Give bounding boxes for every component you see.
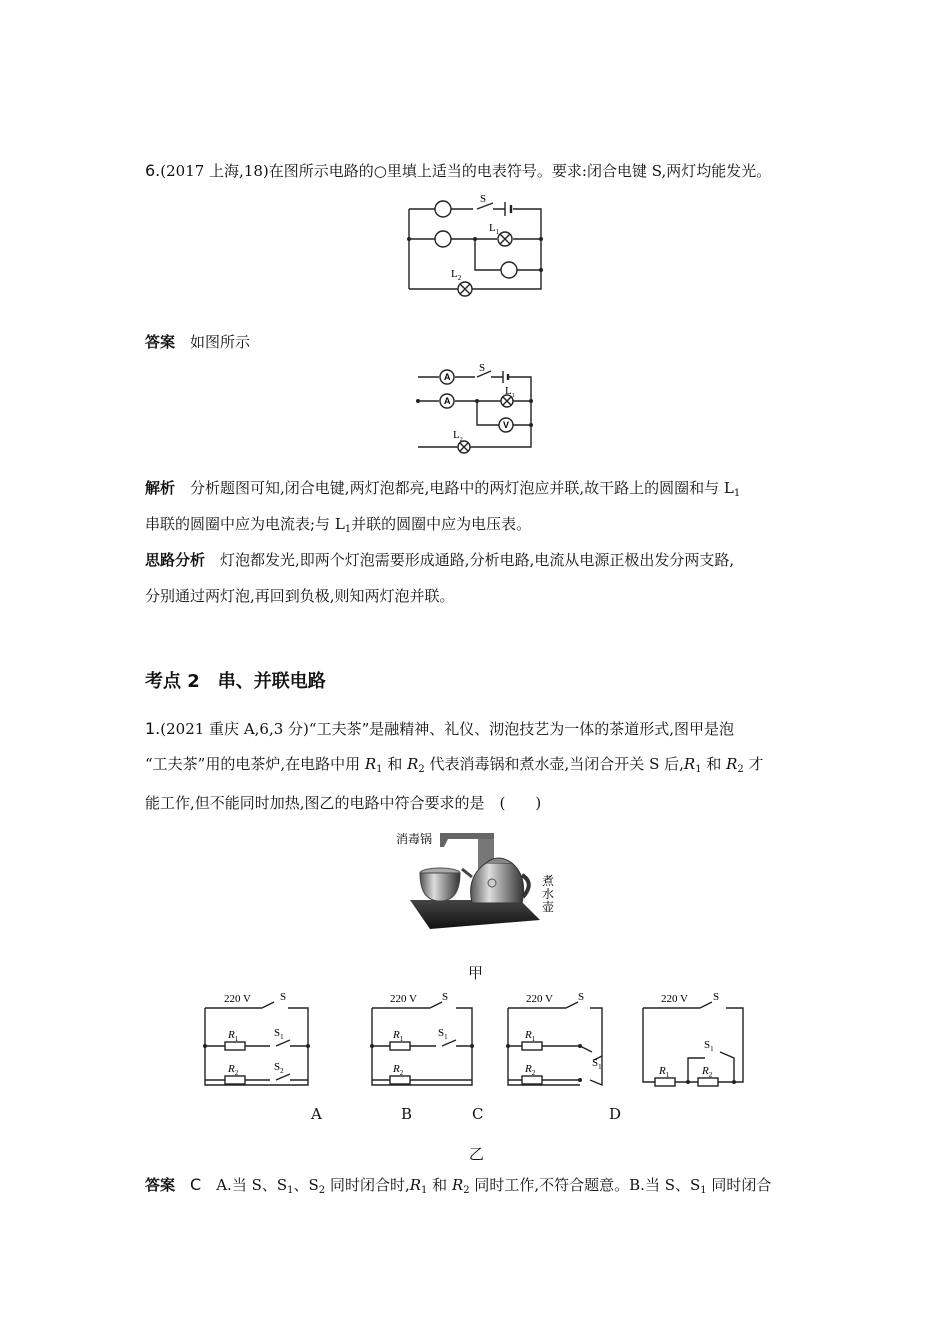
voltmeter-icon xyxy=(499,418,513,432)
circuit-c xyxy=(506,991,602,1085)
analysis-line2: 串联的圆圈中应为电流表;与 $L_1$并联的圆圈中应为电压表。 xyxy=(145,515,532,535)
svg-text:水: 水 xyxy=(542,887,555,901)
svg-text:V: V xyxy=(503,420,510,430)
svg-text:R2: $R_2$ xyxy=(702,1065,713,1079)
q1-line1: 1.(2021 重庆 A,6,3 分)“工夫茶”是融精神、礼仪、沏泡技艺为一体的茶道形式,图甲是泡 xyxy=(145,719,735,738)
svg-text:R1: $R_1$ xyxy=(659,1065,670,1079)
svg-text:220 V: 220 V xyxy=(661,993,688,1005)
svg-text:220 V: 220 V xyxy=(390,993,417,1005)
svg-text:S1: $S_1$ xyxy=(704,1039,714,1053)
svg-text:S: S xyxy=(442,991,449,1003)
tea-stove-illustration xyxy=(390,825,565,935)
svg-text:L2: $L_2$ xyxy=(451,268,462,282)
svg-text:S: S xyxy=(713,991,720,1003)
svg-text:L1: $L_1$ xyxy=(505,385,515,399)
svg-text:A: A xyxy=(444,372,451,382)
circuit-a xyxy=(203,991,310,1085)
svg-text:R1: $R_1$ xyxy=(228,1029,239,1043)
svg-text:S1: $S_1$ xyxy=(592,1057,602,1071)
svg-text:220 V: 220 V xyxy=(224,993,251,1005)
svg-text:L2: $L_2$ xyxy=(453,429,463,443)
lamp-l2-icon xyxy=(458,282,472,296)
svg-text:R1: $R_1$ xyxy=(525,1029,536,1043)
svg-text:S2: $S_2$ xyxy=(274,1061,284,1075)
answer6: 答案 如图所示 xyxy=(145,333,251,351)
svg-text:S: S xyxy=(479,362,486,374)
option-d-label: D xyxy=(609,1105,622,1123)
svg-text:消毒锅: 消毒锅 xyxy=(396,832,433,846)
ammeter-icon xyxy=(440,370,454,384)
circuit-options xyxy=(200,990,760,1090)
svg-text:R2: $R_2$ xyxy=(525,1063,536,1077)
svg-text:220 V: 220 V xyxy=(526,993,553,1005)
section-heading: 考点 2 串、并联电路 xyxy=(145,671,326,692)
svg-text:S: S xyxy=(578,991,585,1003)
q1-line2: “工夫茶”用的电茶炉,在电路中用 $R_1$ 和 $R_2$ 代表消毒锅和煮水壶,当闭合开关 S 后$,R_1$ 和 $R_2$ 才 xyxy=(145,755,764,775)
q6-number: 6. xyxy=(145,161,161,180)
ammeter-icon xyxy=(440,394,454,408)
q1-line3: 能工作,但不能同时加热,图乙的电路中符合要求的是 ( ) xyxy=(145,794,542,812)
svg-text:S: S xyxy=(280,991,287,1003)
svg-text:S1: $S_1$ xyxy=(438,1027,448,1041)
answer1: 答案 C A.当 S、$S_1$、$S_2$ 同时闭合时$,R_1$ 和 $R_2$ 同时工作,不符合题意。B.当 S、$S_1$ 同时闭合 xyxy=(145,1175,772,1196)
circle-symbol: ○ xyxy=(373,162,387,180)
option-b-label: B xyxy=(401,1105,413,1123)
circuit-b xyxy=(370,991,474,1085)
lamp-l1-icon xyxy=(498,232,512,246)
svg-text:R2: $R_2$ xyxy=(393,1063,404,1077)
circuit-d xyxy=(643,991,743,1086)
svg-text:R2: $R_2$ xyxy=(228,1063,239,1077)
analysis-line1: 解析 分析题图可知,闭合电键,两灯泡都亮,电路中的两灯泡应并联,故干路上的圆圈和与 $L_1$ xyxy=(145,479,741,499)
svg-text:S: S xyxy=(480,193,487,205)
svg-text:L1: $L_1$ xyxy=(489,222,500,236)
svg-text:壶: 壶 xyxy=(542,900,555,914)
caption-yi: 乙 xyxy=(469,1145,485,1163)
answer6-circuit-diagram xyxy=(415,362,540,450)
thinking-line2: 分别通过两灯泡,再回到负极,则知两灯泡并联。 xyxy=(145,587,455,605)
option-c-label: C xyxy=(472,1105,484,1123)
svg-text:R1: $R_1$ xyxy=(393,1029,404,1043)
option-a-label: A xyxy=(311,1105,322,1123)
thinking-line1: 思路分析 灯泡都发光,即两个灯泡需要形成通路,分析电路,电流从电源正极出发分两支路, xyxy=(145,551,735,569)
svg-text:煮: 煮 xyxy=(542,874,555,888)
svg-text:S1: $S_1$ xyxy=(274,1027,284,1041)
svg-text:A: A xyxy=(444,396,451,406)
q6-text: 6.(2017 上海,18)在图所示电路的○里填上适当的电表符号。要求:闭合电键 S,两灯均能发光。 xyxy=(145,161,772,180)
q6-circuit-diagram xyxy=(405,195,550,300)
caption-jia: 甲 xyxy=(468,964,484,982)
